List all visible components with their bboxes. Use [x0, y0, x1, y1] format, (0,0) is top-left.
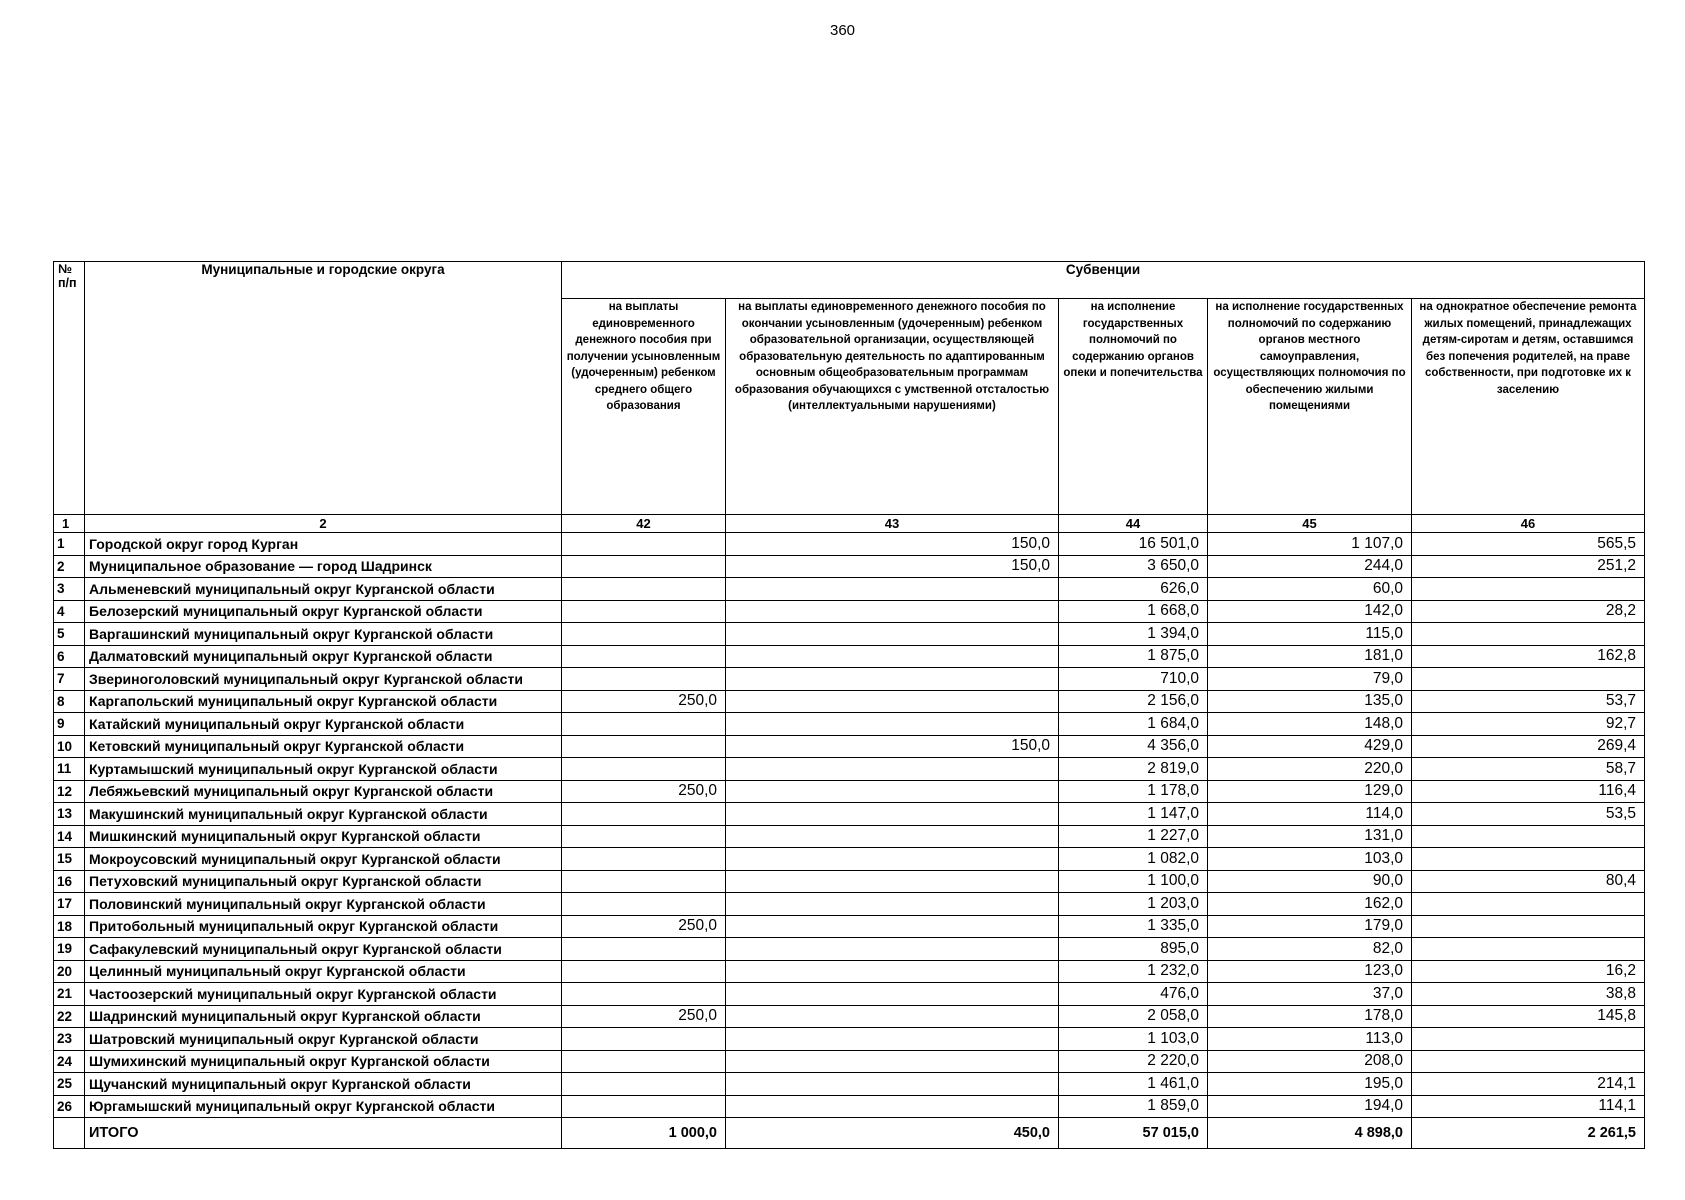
district-name: Звериноголовский муниципальный округ Курганской области: [85, 668, 562, 691]
value-col-43: [726, 668, 1059, 691]
value-col-44: 3 650,0: [1059, 555, 1208, 578]
subheader-col-44: на исполнение государственных полномочий по содержанию органов опеки и попечительства: [1059, 299, 1208, 515]
value-col-42: [562, 1095, 726, 1118]
row-number: 4: [54, 600, 85, 623]
district-name: Городской округ город Курган: [85, 533, 562, 556]
value-col-45: 123,0: [1208, 960, 1412, 983]
value-col-44: 1 082,0: [1059, 848, 1208, 871]
value-col-43: 150,0: [726, 735, 1059, 758]
value-col-46: [1412, 825, 1645, 848]
value-col-45: 37,0: [1208, 983, 1412, 1006]
value-col-44: 1 394,0: [1059, 623, 1208, 646]
table-row: [54, 1050, 1645, 1073]
district-name: Макушинский муниципальный округ Курганской области: [85, 803, 562, 826]
value-col-42: [562, 713, 726, 736]
subheader-col-42: на выплаты единовременного денежного пособия при получении усыновленным (удочеренным) ребенком среднего общего образования: [562, 299, 726, 515]
value-col-45: 90,0: [1208, 870, 1412, 893]
value-col-42: [562, 735, 726, 758]
value-col-42: [562, 600, 726, 623]
table-row: [54, 690, 1645, 713]
header-subventions: Субвенции: [562, 262, 1645, 299]
table-row: [54, 1005, 1645, 1028]
row-number: 21: [54, 983, 85, 1006]
value-col-43: [726, 915, 1059, 938]
value-col-42: [562, 893, 726, 916]
total-col-46: 2 261,5: [1412, 1118, 1645, 1149]
row-number: 9: [54, 713, 85, 736]
district-name: Целинный муниципальный округ Курганской области: [85, 960, 562, 983]
total-label: ИТОГО: [85, 1118, 562, 1149]
value-col-45: 162,0: [1208, 893, 1412, 916]
table-row: [54, 758, 1645, 781]
column-number: 43: [726, 515, 1059, 533]
value-col-42: 250,0: [562, 1005, 726, 1028]
value-col-44: 1 875,0: [1059, 645, 1208, 668]
value-col-46: 145,8: [1412, 1005, 1645, 1028]
district-name: Шадринский муниципальный округ Курганской области: [85, 1005, 562, 1028]
total-number-cell: [54, 1118, 85, 1149]
table-row: [54, 600, 1645, 623]
value-col-44: 1 859,0: [1059, 1095, 1208, 1118]
district-name: Куртамышский муниципальный округ Курганской области: [85, 758, 562, 781]
value-col-44: 2 819,0: [1059, 758, 1208, 781]
district-name: Щучанский муниципальный округ Курганской области: [85, 1073, 562, 1096]
table-row: [54, 645, 1645, 668]
value-col-45: 1 107,0: [1208, 533, 1412, 556]
value-col-44: 1 232,0: [1059, 960, 1208, 983]
value-col-45: 194,0: [1208, 1095, 1412, 1118]
value-col-45: 220,0: [1208, 758, 1412, 781]
value-col-44: 1 227,0: [1059, 825, 1208, 848]
value-col-46: [1412, 668, 1645, 691]
district-name: Белозерский муниципальный округ Курганской области: [85, 600, 562, 623]
value-col-45: 79,0: [1208, 668, 1412, 691]
value-col-44: 1 684,0: [1059, 713, 1208, 736]
value-col-46: 80,4: [1412, 870, 1645, 893]
value-col-43: [726, 938, 1059, 961]
value-col-42: [562, 870, 726, 893]
row-number: 6: [54, 645, 85, 668]
value-col-46: 16,2: [1412, 960, 1645, 983]
value-col-46: [1412, 578, 1645, 601]
district-name: Далматовский муниципальный округ Курганской области: [85, 645, 562, 668]
table-row: [54, 825, 1645, 848]
value-col-42: [562, 578, 726, 601]
subheader-col-45: на исполнение государственных полномочий по содержанию органов местного самоуправления, осуществляющих полномочия по обеспечению жилыми помещениями: [1208, 299, 1412, 515]
district-name: Мокроусовский муниципальный округ Курганской области: [85, 848, 562, 871]
value-col-46: 58,7: [1412, 758, 1645, 781]
district-name: Катайский муниципальный округ Курганской области: [85, 713, 562, 736]
value-col-46: 114,1: [1412, 1095, 1645, 1118]
value-col-46: [1412, 1028, 1645, 1051]
row-number: 12: [54, 780, 85, 803]
table-row: [54, 668, 1645, 691]
value-col-45: 60,0: [1208, 578, 1412, 601]
value-col-43: [726, 848, 1059, 871]
page-number: 360: [829, 22, 856, 39]
column-number: 44: [1059, 515, 1208, 533]
column-number: 46: [1412, 515, 1645, 533]
table-row: [54, 780, 1645, 803]
value-col-44: 1 203,0: [1059, 893, 1208, 916]
value-col-45: 179,0: [1208, 915, 1412, 938]
district-name: Притобольный муниципальный округ Курганской области: [85, 915, 562, 938]
value-col-44: 710,0: [1059, 668, 1208, 691]
table-row: [54, 803, 1645, 826]
table-row: [54, 848, 1645, 871]
district-name: Петуховский муниципальный округ Курганской области: [85, 870, 562, 893]
value-col-45: 115,0: [1208, 623, 1412, 646]
row-number: 23: [54, 1028, 85, 1051]
row-number: 10: [54, 735, 85, 758]
value-col-42: [562, 825, 726, 848]
row-number: 17: [54, 893, 85, 916]
value-col-46: 251,2: [1412, 555, 1645, 578]
value-col-46: 269,4: [1412, 735, 1645, 758]
row-number: 22: [54, 1005, 85, 1028]
value-col-46: 28,2: [1412, 600, 1645, 623]
table-row: [54, 915, 1645, 938]
row-number: 19: [54, 938, 85, 961]
value-col-46: 162,8: [1412, 645, 1645, 668]
value-col-46: 92,7: [1412, 713, 1645, 736]
value-col-43: [726, 1005, 1059, 1028]
value-col-45: 82,0: [1208, 938, 1412, 961]
row-number: 3: [54, 578, 85, 601]
value-col-45: 142,0: [1208, 600, 1412, 623]
value-col-43: 150,0: [726, 533, 1059, 556]
district-name: Половинский муниципальный округ Курганской области: [85, 893, 562, 916]
row-number: 24: [54, 1050, 85, 1073]
value-col-43: [726, 1095, 1059, 1118]
table-row: [54, 735, 1645, 758]
row-number: 1: [54, 533, 85, 556]
value-col-44: 476,0: [1059, 983, 1208, 1006]
district-name: Кетовский муниципальный округ Курганской области: [85, 735, 562, 758]
value-col-45: 429,0: [1208, 735, 1412, 758]
value-col-42: [562, 1073, 726, 1096]
value-col-42: [562, 1050, 726, 1073]
value-col-44: 16 501,0: [1059, 533, 1208, 556]
value-col-43: [726, 713, 1059, 736]
total-row: [54, 1118, 1645, 1149]
value-col-42: [562, 668, 726, 691]
value-col-44: 1 335,0: [1059, 915, 1208, 938]
total-col-42: 1 000,0: [562, 1118, 726, 1149]
district-name: Каргапольский муниципальный округ Курганской области: [85, 690, 562, 713]
row-number: 7: [54, 668, 85, 691]
value-col-45: 195,0: [1208, 1073, 1412, 1096]
row-number: 26: [54, 1095, 85, 1118]
district-name: Мишкинский муниципальный округ Курганской области: [85, 825, 562, 848]
value-col-42: [562, 1028, 726, 1051]
value-col-43: [726, 983, 1059, 1006]
table-row: [54, 713, 1645, 736]
value-col-45: 178,0: [1208, 1005, 1412, 1028]
value-col-42: [562, 645, 726, 668]
column-number: 42: [562, 515, 726, 533]
table-row: [54, 870, 1645, 893]
value-col-46: 38,8: [1412, 983, 1645, 1006]
value-col-44: 1 147,0: [1059, 803, 1208, 826]
value-col-46: 53,7: [1412, 690, 1645, 713]
table-row: [54, 938, 1645, 961]
value-col-43: [726, 690, 1059, 713]
value-col-42: [562, 623, 726, 646]
value-col-46: [1412, 893, 1645, 916]
value-col-43: [726, 623, 1059, 646]
value-col-43: [726, 578, 1059, 601]
row-number: 18: [54, 915, 85, 938]
row-number: 13: [54, 803, 85, 826]
value-col-44: 1 461,0: [1059, 1073, 1208, 1096]
value-col-42: [562, 848, 726, 871]
value-col-46: [1412, 938, 1645, 961]
value-col-43: [726, 825, 1059, 848]
district-name: Шатровский муниципальный округ Курганской области: [85, 1028, 562, 1051]
value-col-44: 2 220,0: [1059, 1050, 1208, 1073]
table-row: [54, 1095, 1645, 1118]
value-col-43: 150,0: [726, 555, 1059, 578]
value-col-44: 626,0: [1059, 578, 1208, 601]
value-col-44: 1 668,0: [1059, 600, 1208, 623]
header-row-number: № п/п: [54, 262, 85, 515]
row-number: 14: [54, 825, 85, 848]
value-col-44: 1 178,0: [1059, 780, 1208, 803]
value-col-45: 131,0: [1208, 825, 1412, 848]
district-name: Варгашинский муниципальный округ Курганской области: [85, 623, 562, 646]
value-col-45: 114,0: [1208, 803, 1412, 826]
row-number: 5: [54, 623, 85, 646]
value-col-44: 2 058,0: [1059, 1005, 1208, 1028]
value-col-43: [726, 758, 1059, 781]
subsidies-table: [53, 261, 1645, 1149]
table-row: [54, 983, 1645, 1006]
value-col-42: [562, 555, 726, 578]
column-number: 45: [1208, 515, 1412, 533]
value-col-43: [726, 1028, 1059, 1051]
value-col-42: 250,0: [562, 690, 726, 713]
value-col-46: [1412, 623, 1645, 646]
column-number: 1: [54, 515, 85, 533]
district-name: Юргамышский муниципальный округ Курганской области: [85, 1095, 562, 1118]
value-col-42: 250,0: [562, 915, 726, 938]
value-col-42: [562, 758, 726, 781]
row-number: 11: [54, 758, 85, 781]
value-col-46: [1412, 915, 1645, 938]
table-row: [54, 893, 1645, 916]
value-col-42: [562, 960, 726, 983]
value-col-43: [726, 1050, 1059, 1073]
value-col-42: [562, 803, 726, 826]
value-col-44: 895,0: [1059, 938, 1208, 961]
value-col-45: 103,0: [1208, 848, 1412, 871]
value-col-44: 1 100,0: [1059, 870, 1208, 893]
district-name: Частоозерский муниципальный округ Курганской области: [85, 983, 562, 1006]
total-col-45: 4 898,0: [1208, 1118, 1412, 1149]
district-name: Сафакулевский муниципальный округ Курганской области: [85, 938, 562, 961]
value-col-45: 244,0: [1208, 555, 1412, 578]
value-col-43: [726, 960, 1059, 983]
row-number: 16: [54, 870, 85, 893]
value-col-43: [726, 1073, 1059, 1096]
value-col-43: [726, 600, 1059, 623]
value-col-45: 129,0: [1208, 780, 1412, 803]
subheader-col-46: на однократное обеспечение ремонта жилых помещений, принадлежащих детям-сиротам и детям, оставшимся без попечения родителей, на праве собственности, при подготовке их к заселению: [1412, 299, 1645, 515]
row-number: 20: [54, 960, 85, 983]
value-col-46: [1412, 1050, 1645, 1073]
value-col-45: 181,0: [1208, 645, 1412, 668]
subheader-col-43: на выплаты единовременного денежного пособия по окончании усыновленным (удочеренным) ребенком образовательной организации, осуществляющей образовательную деятельность по адаптированным основным общеобразовательным программам образования обучающихся с умственной отсталостью (интеллектуальными нарушениями): [726, 299, 1059, 515]
value-col-46: 565,5: [1412, 533, 1645, 556]
value-col-42: [562, 938, 726, 961]
table-row: [54, 1073, 1645, 1096]
value-col-45: 148,0: [1208, 713, 1412, 736]
district-name: Шумихинский муниципальный округ Курганской области: [85, 1050, 562, 1073]
district-name: Муниципальное образование — город Шадринск: [85, 555, 562, 578]
row-number: 15: [54, 848, 85, 871]
value-col-45: 208,0: [1208, 1050, 1412, 1073]
row-number: 25: [54, 1073, 85, 1096]
table-row: [54, 960, 1645, 983]
table-body: [54, 533, 1645, 1118]
value-col-45: 135,0: [1208, 690, 1412, 713]
value-col-44: 2 156,0: [1059, 690, 1208, 713]
total-col-43: 450,0: [726, 1118, 1059, 1149]
value-col-46: 214,1: [1412, 1073, 1645, 1096]
district-name: Альменевский муниципальный округ Курганской области: [85, 578, 562, 601]
value-col-46: [1412, 848, 1645, 871]
value-col-43: [726, 870, 1059, 893]
value-col-45: 113,0: [1208, 1028, 1412, 1051]
value-col-42: 250,0: [562, 780, 726, 803]
column-number: 2: [85, 515, 562, 533]
district-name: Лебяжьевский муниципальный округ Курганской области: [85, 780, 562, 803]
header-districts: Муниципальные и городские округа: [85, 262, 562, 515]
total-col-44: 57 015,0: [1059, 1118, 1208, 1149]
row-number: 2: [54, 555, 85, 578]
row-number: 8: [54, 690, 85, 713]
value-col-46: 53,5: [1412, 803, 1645, 826]
value-col-43: [726, 893, 1059, 916]
value-col-43: [726, 803, 1059, 826]
table-row: [54, 623, 1645, 646]
value-col-44: 4 356,0: [1059, 735, 1208, 758]
value-col-44: 1 103,0: [1059, 1028, 1208, 1051]
value-col-46: 116,4: [1412, 780, 1645, 803]
value-col-43: [726, 645, 1059, 668]
value-col-43: [726, 780, 1059, 803]
table-row: [54, 533, 1645, 556]
table-row: [54, 1028, 1645, 1051]
table-row: [54, 578, 1645, 601]
table-row: [54, 555, 1645, 578]
value-col-42: [562, 533, 726, 556]
value-col-42: [562, 983, 726, 1006]
